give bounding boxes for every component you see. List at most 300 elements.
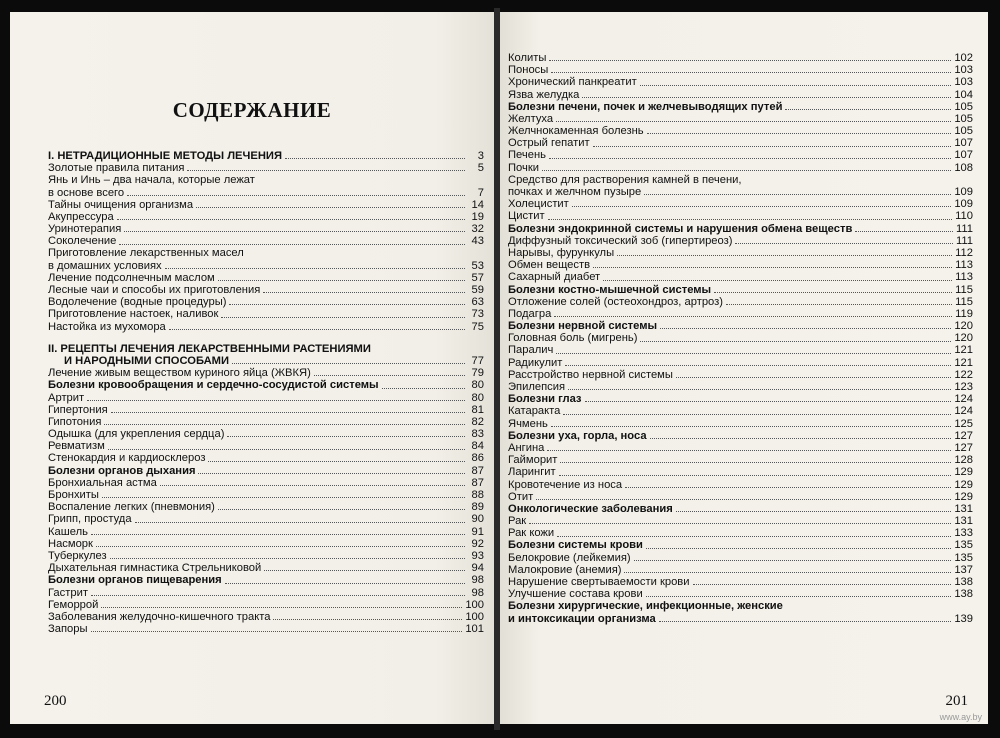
toc-entry	[508, 540, 973, 552]
toc-entry	[48, 477, 484, 489]
toc-leader-dots	[273, 619, 462, 620]
toc-entry	[508, 271, 973, 283]
toc-entry	[508, 162, 973, 174]
toc-entry-page: 113	[955, 271, 973, 284]
toc-entry-page: 7	[477, 186, 484, 199]
toc-entry-page: 113	[955, 259, 973, 272]
toc-entry	[48, 150, 484, 162]
toc-leader-dots	[263, 292, 465, 293]
toc-leader-dots	[582, 97, 951, 98]
toc-leader-dots	[119, 244, 465, 245]
toc-leader-dots	[285, 158, 465, 159]
toc-entry-title: Улучшение состава крови	[508, 588, 643, 601]
toc-entry	[48, 379, 484, 391]
toc-entry	[508, 284, 973, 296]
toc-entry-page: 81	[471, 403, 484, 416]
toc-leader-dots	[264, 570, 465, 571]
toc-entry-title: Колиты	[508, 51, 547, 64]
toc-entry-title: Лечение подсолнечным маслом	[48, 271, 215, 284]
toc-entry-title: Болезни хирургические, инфекционные, женские	[508, 600, 783, 613]
toc-leader-dots	[102, 497, 465, 498]
toc-entry-page: 79	[471, 367, 484, 380]
toc-entry-title: Бронхиальная астма	[48, 476, 157, 489]
toc-leader-dots	[227, 436, 465, 437]
toc-entry	[508, 332, 973, 344]
toc-leader-dots	[551, 426, 951, 427]
toc-entry-title: Артрит	[48, 391, 85, 404]
toc-entry-title: Хронический панкреатит	[508, 76, 637, 89]
toc-entry-page: 129	[954, 466, 973, 479]
toc-leader-dots	[218, 280, 465, 281]
toc-entry	[508, 150, 973, 162]
toc-entry	[48, 272, 484, 284]
toc-leader-dots	[646, 548, 951, 549]
toc-entry	[48, 404, 484, 416]
toc-entry	[48, 587, 484, 599]
toc-entry-page: 109	[954, 198, 973, 211]
toc-leader-dots	[91, 534, 465, 535]
toc-entry-title: Воспаление легких (пневмония)	[48, 501, 215, 514]
toc-entry-page: 43	[471, 235, 484, 248]
toc-leader-dots	[221, 317, 465, 318]
toc-entry-page: 139	[954, 612, 973, 625]
toc-entry-title: Болезни глаз	[508, 393, 582, 406]
toc-entry-title: Одышка (для укрепления сердца)	[48, 428, 225, 441]
toc-leader-dots	[557, 536, 951, 537]
toc-entry	[508, 76, 973, 88]
toc-entry-page: 111	[955, 234, 973, 247]
toc-entry	[48, 538, 484, 550]
toc-entry-title: Болезни органов пищеварения	[48, 574, 222, 587]
toc-entry-title: Янь и Инь – два начала, которые лежат	[48, 174, 255, 187]
toc-leader-dots	[556, 121, 951, 122]
toc-entry	[48, 416, 484, 428]
toc-leader-dots	[640, 341, 951, 342]
toc-entry	[508, 552, 973, 564]
toc-entry	[508, 588, 973, 600]
toc-entry-title: Уринотерапия	[48, 223, 122, 236]
toc-leader-dots	[108, 449, 465, 450]
toc-entry	[508, 454, 973, 466]
toc-entry-title: в основе всего	[48, 186, 125, 199]
toc-entry	[48, 248, 484, 260]
toc-entry-title: Болезни костно-мышечной системы	[508, 283, 712, 296]
toc-entry-title: почках и желчном пузыре	[508, 186, 642, 199]
toc-entry-page: 129	[954, 490, 973, 503]
toc-entry-title: Акупрессура	[48, 210, 114, 223]
toc-entry-page: 105	[954, 125, 973, 138]
toc-leader-dots	[572, 206, 952, 207]
toc-entry-page: 91	[471, 525, 484, 538]
toc-entry-title: Золотые правила питания	[48, 162, 185, 175]
toc-entry-title: Ларингит	[508, 466, 556, 479]
toc-entry-page: 92	[471, 537, 484, 550]
toc-leader-dots	[196, 207, 465, 208]
toc-entry-title: Запоры	[48, 623, 88, 636]
toc-entry-page: 124	[954, 393, 973, 406]
toc-entry	[48, 367, 484, 379]
toc-leader-dots	[554, 316, 952, 317]
toc-leader-dots	[551, 72, 951, 73]
toc-entry	[48, 343, 484, 355]
toc-entry-page: 125	[954, 417, 973, 430]
toc-leader-dots	[382, 388, 465, 389]
toc-entry-title: Грипп, простуда	[48, 513, 132, 526]
toc-entry-title: Сахарный диабет	[508, 271, 601, 284]
toc-leader-dots	[117, 219, 465, 220]
toc-entry	[48, 308, 484, 320]
toc-leader-dots	[603, 280, 952, 281]
toc-entry-title: Ревматизм	[48, 440, 105, 453]
toc-entry	[48, 296, 484, 308]
toc-entry-title: Печень	[508, 149, 546, 162]
toc-entry	[48, 321, 484, 333]
toc-leader-dots	[714, 292, 952, 293]
toc-entry-title: Расстройство нервной системы	[508, 368, 673, 381]
toc-entry-page: 63	[471, 296, 484, 309]
toc-entry	[508, 527, 973, 539]
toc-entry-title: Тайны очищения организма	[48, 198, 194, 211]
toc-entry-page: 105	[954, 112, 973, 125]
toc-entry-page: 83	[471, 428, 484, 441]
page-number-right: 201	[945, 693, 968, 709]
table-of-contents-left	[48, 150, 484, 635]
toc-entry-page: 135	[954, 551, 973, 564]
toc-entry-title: Ангина	[508, 441, 545, 454]
toc-entry-page: 128	[954, 454, 973, 467]
toc-entry-page: 101	[465, 623, 484, 636]
toc-entry-page: 102	[954, 51, 973, 64]
toc-entry-page: 5	[477, 162, 484, 175]
toc-entry-title: Язва желудка	[508, 88, 580, 101]
toc-entry	[48, 562, 484, 574]
toc-entry-page: 127	[954, 429, 973, 442]
toc-entry	[508, 393, 973, 405]
right-page	[500, 12, 988, 724]
toc-entry-title: Желтуха	[508, 112, 554, 125]
toc-entry-page: 104	[954, 88, 973, 101]
toc-entry	[48, 526, 484, 538]
toc-entry-page: 105	[954, 100, 973, 113]
toc-entry	[48, 223, 484, 235]
toc-entry-page: 98	[471, 574, 484, 587]
toc-entry-page: 84	[471, 440, 484, 453]
toc-entry-page: 59	[471, 284, 484, 297]
toc-entry	[508, 564, 973, 576]
toc-entry-title: Стенокардия и кардиосклероз	[48, 452, 206, 465]
toc-entry-title: Туберкулез	[48, 549, 107, 562]
toc-entry-page: 110	[955, 210, 973, 223]
toc-entry-title: Лесные чаи и способы их приготовления	[48, 284, 261, 297]
toc-entry	[508, 357, 973, 369]
watermark: www.ay.by	[939, 712, 982, 722]
toc-entry-title: И НАРОДНЫМИ СПОСОБАМИ	[64, 354, 230, 367]
toc-leader-dots	[617, 255, 952, 256]
toc-leader-dots	[593, 267, 952, 268]
toc-entry-page: 103	[954, 76, 973, 89]
toc-entry-title: I. НЕТРАДИЦИОННЫЕ МЕТОДЫ ЛЕЧЕНИЯ	[48, 149, 282, 162]
toc-leader-dots	[644, 194, 951, 195]
toc-entry-page: 82	[471, 415, 484, 428]
toc-entry-title: в домашних условиях	[48, 259, 162, 272]
toc-entry-page: 133	[954, 527, 973, 540]
toc-entry-title: и интоксикации организма	[508, 612, 656, 625]
toc-leader-dots	[693, 584, 952, 585]
toc-entry-title: Лечение живым веществом куриного яйца (ЖВКЯ)	[48, 367, 311, 380]
toc-entry-page: 127	[954, 441, 973, 454]
toc-entry-title: Насморк	[48, 537, 93, 550]
toc-entry-page: 93	[471, 549, 484, 562]
toc-entry-title: Настойка из мухомора	[48, 320, 166, 333]
toc-entry-page: 53	[471, 259, 484, 272]
toc-entry-page: 75	[471, 320, 484, 333]
toc-leader-dots	[229, 304, 465, 305]
toc-entry-page: 121	[954, 344, 973, 357]
toc-entry	[508, 320, 973, 332]
toc-entry-page: 108	[954, 161, 973, 174]
toc-entry-page: 129	[954, 478, 973, 491]
toc-leader-dots	[101, 607, 462, 608]
toc-leader-dots	[536, 499, 951, 500]
toc-entry	[48, 513, 484, 525]
toc-entry-page: 103	[954, 64, 973, 77]
toc-entry-page: 87	[471, 464, 484, 477]
toc-entry-page: 80	[471, 379, 484, 392]
left-page	[10, 12, 494, 724]
toc-leader-dots	[785, 109, 951, 110]
toc-leader-dots	[646, 596, 952, 597]
toc-leader-dots	[625, 487, 951, 488]
toc-entry-page: 14	[471, 198, 484, 211]
toc-entry-title: Эпилепсия	[508, 381, 566, 394]
toc-entry-page: 109	[954, 186, 973, 199]
toc-entry-page: 124	[954, 405, 973, 418]
toc-entry-page: 3	[477, 149, 484, 162]
toc-entry	[48, 599, 484, 611]
toc-entry	[48, 174, 484, 186]
toc-leader-dots	[676, 511, 952, 512]
toc-entry-page: 112	[955, 246, 973, 259]
toc-entry-title: Заболевания желудочно-кишечного тракта	[48, 610, 271, 623]
toc-entry	[48, 260, 484, 272]
toc-entry-title: Геморрой	[48, 598, 99, 611]
toc-leader-dots	[91, 631, 463, 632]
toc-entry-page: 107	[954, 137, 973, 150]
toc-entry-title: Кровотечение из носа	[508, 478, 623, 491]
toc-entry	[508, 345, 973, 357]
toc-entry-title: Болезни печени, почек и желчевыводящих путей	[508, 100, 783, 113]
toc-entry-title: Гастрит	[48, 586, 88, 599]
toc-entry	[508, 210, 973, 222]
toc-entry	[48, 623, 484, 635]
toc-leader-dots	[855, 231, 953, 232]
toc-entry	[48, 284, 484, 296]
toc-entry-page: 137	[954, 563, 973, 576]
toc-entry	[508, 296, 973, 308]
toc-entry	[508, 137, 973, 149]
toc-entry	[48, 453, 484, 465]
toc-leader-dots	[232, 363, 465, 364]
toc-entry-page: 19	[471, 210, 484, 223]
toc-leader-dots	[560, 462, 951, 463]
toc-entry	[48, 489, 484, 501]
page-number-left: 200	[44, 693, 67, 709]
toc-entry-title: Диффузный токсический зоб (гипертиреоз)	[508, 234, 733, 247]
toc-leader-dots	[160, 485, 465, 486]
toc-entry-page: 98	[471, 586, 484, 599]
toc-entry-title: Катаракта	[508, 405, 561, 418]
toc-leader-dots	[529, 523, 951, 524]
toc-leader-dots	[187, 170, 465, 171]
toc-entry-title: Холецистит	[508, 198, 569, 211]
toc-leader-dots	[218, 509, 465, 510]
toc-entry-title: Нарушение свертываемости крови	[508, 576, 690, 589]
toc-entry-title: Болезни нервной системы	[508, 320, 658, 333]
toc-entry-title: Обмен веществ	[508, 259, 591, 272]
toc-entry-title: Ячмень	[508, 417, 548, 430]
toc-leader-dots	[640, 85, 952, 86]
toc-entry-page: 57	[471, 271, 484, 284]
toc-entry-page: 32	[471, 223, 484, 236]
toc-entry	[508, 247, 973, 259]
toc-leader-dots	[634, 560, 952, 561]
toc-entry	[508, 418, 973, 430]
toc-leader-dots	[563, 414, 951, 415]
toc-entry-title: Онкологические заболевания	[508, 502, 673, 515]
toc-entry	[48, 501, 484, 513]
toc-entry-page: 135	[954, 539, 973, 552]
toc-entry	[48, 392, 484, 404]
toc-leader-dots	[547, 450, 951, 451]
toc-entry	[48, 355, 484, 367]
toc-leader-dots	[565, 365, 951, 366]
toc-entry-page: 80	[471, 391, 484, 404]
toc-entry-title: Рак	[508, 515, 527, 528]
toc-entry	[508, 430, 973, 442]
toc-leader-dots	[314, 375, 465, 376]
toc-entry-title: Водолечение (водные процедуры)	[48, 296, 227, 309]
toc-entry-page: 111	[955, 222, 973, 235]
toc-entry	[508, 466, 973, 478]
toc-entry-title: Болезни системы крови	[508, 539, 643, 552]
toc-entry	[508, 613, 973, 625]
toc-entry-title: Болезни органов дыхания	[48, 464, 196, 477]
toc-leader-dots	[726, 304, 952, 305]
toc-leader-dots	[111, 412, 465, 413]
toc-entry	[508, 89, 973, 101]
toc-leader-dots	[91, 595, 465, 596]
toc-entry-page: 138	[954, 588, 973, 601]
toc-entry	[508, 198, 973, 210]
toc-entry	[508, 369, 973, 381]
toc-entry-title: Гипертония	[48, 403, 108, 416]
toc-leader-dots	[548, 219, 953, 220]
toc-entry-page: 115	[955, 283, 973, 296]
toc-entry-title: Приготовление лекарственных масел	[48, 247, 244, 260]
toc-leader-dots	[110, 558, 465, 559]
toc-leader-dots	[135, 522, 465, 523]
toc-leader-dots	[225, 583, 465, 584]
toc-leader-dots	[676, 377, 951, 378]
toc-entry	[508, 576, 973, 588]
toc-leader-dots	[169, 329, 465, 330]
toc-entry-title: Цистит	[508, 210, 545, 223]
toc-entry	[508, 113, 973, 125]
toc-entry-title: Почки	[508, 161, 539, 174]
toc-leader-dots	[208, 461, 465, 462]
toc-leader-dots	[542, 170, 951, 171]
toc-entry-title: Поносы	[508, 64, 549, 77]
toc-entry	[48, 465, 484, 477]
toc-leader-dots	[735, 243, 953, 244]
toc-entry	[508, 186, 973, 198]
toc-entry-title: Подагра	[508, 307, 552, 320]
page-title: СОДЕРЖАНИЕ	[172, 98, 332, 122]
toc-entry-page: 131	[954, 502, 973, 515]
toc-entry-page: 100	[465, 610, 484, 623]
toc-entry-page: 123	[954, 381, 973, 394]
toc-entry	[48, 162, 484, 174]
toc-entry	[508, 479, 973, 491]
toc-entry-page: 120	[954, 332, 973, 345]
toc-entry-page: 87	[471, 476, 484, 489]
toc-entry	[508, 125, 973, 137]
toc-entry	[48, 611, 484, 623]
toc-entry-title: Отит	[508, 490, 534, 503]
toc-leader-dots	[198, 473, 465, 474]
toc-entry	[508, 259, 973, 271]
toc-entry-page: 131	[954, 515, 973, 528]
toc-entry-title: Гипотония	[48, 415, 102, 428]
toc-entry-title: Гайморит	[508, 454, 558, 467]
toc-entry-page: 94	[471, 562, 484, 575]
toc-entry-title: Дыхательная гимнастика Стрельниковой	[48, 562, 262, 575]
toc-entry-page: 89	[471, 501, 484, 514]
toc-leader-dots	[127, 195, 465, 196]
toc-entry-page: 86	[471, 452, 484, 465]
toc-entry-title: Кашель	[48, 525, 88, 538]
toc-entry	[508, 405, 973, 417]
toc-entry	[508, 101, 973, 113]
toc-entry-title: Головная боль (мигрень)	[508, 332, 638, 345]
toc-entry	[508, 174, 973, 186]
toc-leader-dots	[647, 133, 952, 134]
toc-entry-page: 77	[471, 354, 484, 367]
toc-entry-title: Бронхиты	[48, 489, 99, 502]
toc-entry-title: Средство для растворения камней в печени,	[508, 173, 742, 186]
toc-entry	[48, 199, 484, 211]
toc-leader-dots	[124, 231, 465, 232]
toc-leader-dots	[624, 572, 951, 573]
toc-entry-title: II. РЕЦЕПТЫ ЛЕЧЕНИЯ ЛЕКАРСТВЕННЫМИ РАСТЕНИЯМИ	[48, 342, 371, 355]
toc-leader-dots	[585, 401, 952, 402]
toc-entry-title: Желчнокаменная болезнь	[508, 125, 644, 138]
toc-entry	[508, 235, 973, 247]
toc-entry-title: Радикулит	[508, 356, 563, 369]
toc-leader-dots	[659, 621, 952, 622]
toc-entry-title: Отложение солей (остеохондроз, артроз)	[508, 295, 724, 308]
table-of-contents-right	[508, 52, 973, 625]
toc-entry	[48, 187, 484, 199]
toc-entry-page: 122	[954, 368, 973, 381]
toc-entry-title: Малокровие (анемия)	[508, 563, 622, 576]
toc-entry-page: 121	[954, 356, 973, 369]
toc-entry-page: 120	[954, 320, 973, 333]
toc-entry-title: Соколечение	[48, 235, 117, 248]
toc-entry	[508, 308, 973, 320]
toc-entry-page: 119	[955, 307, 973, 320]
toc-leader-dots	[556, 353, 951, 354]
